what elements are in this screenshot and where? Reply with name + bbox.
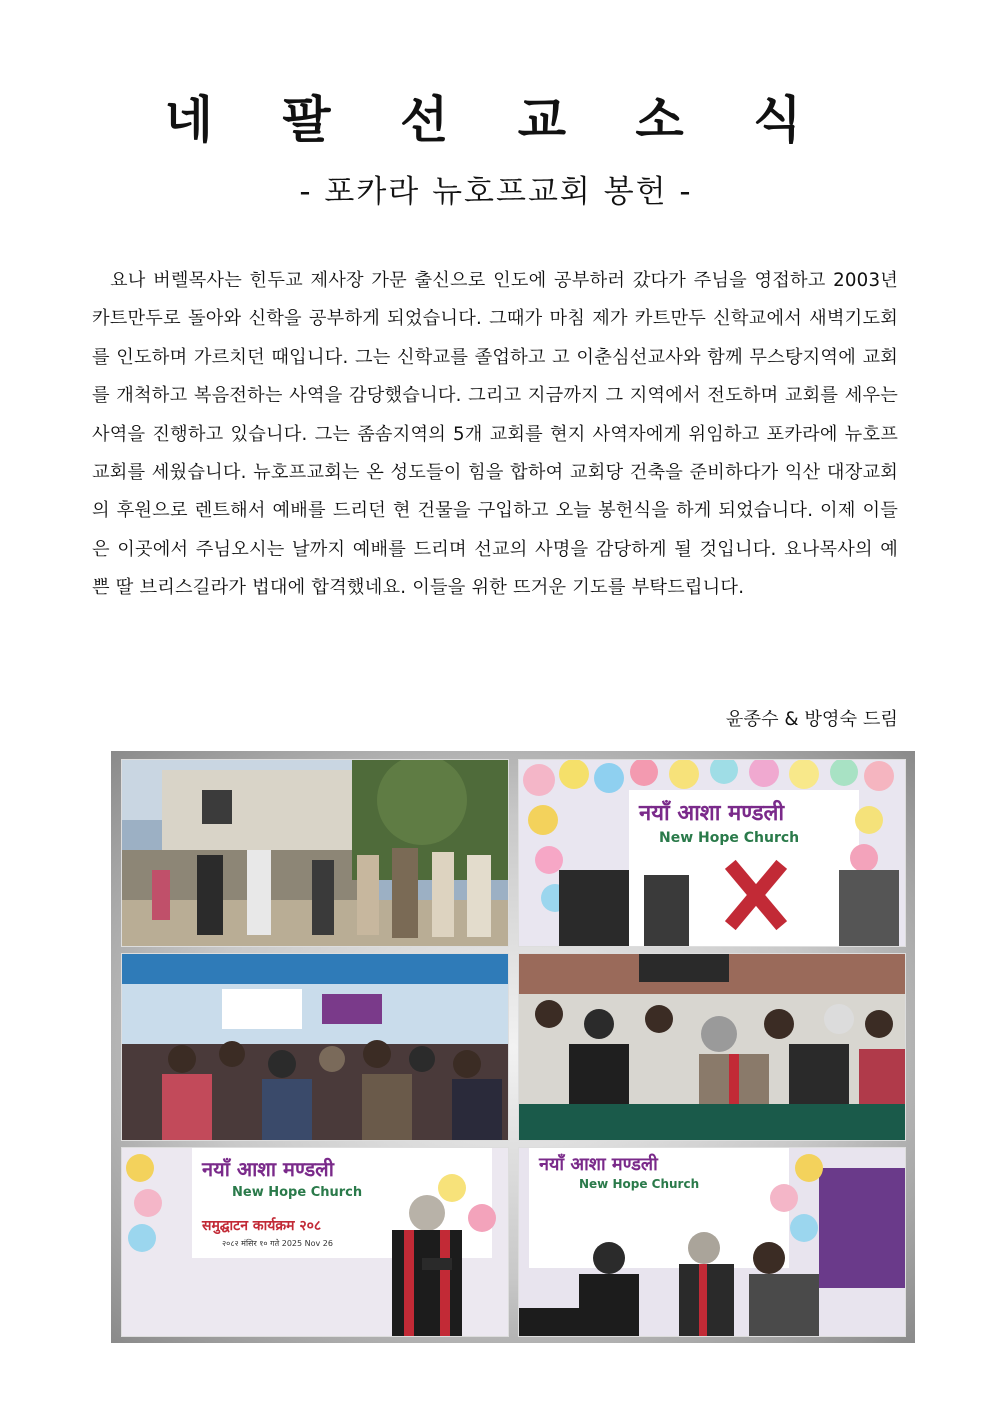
page-subtitle: - 포카라 뉴호프교회 봉헌 - (299, 174, 693, 210)
photo-congregation-inside (121, 953, 509, 1141)
photo-outdoor-procession (121, 759, 509, 947)
signature: 윤종수 & 방영숙 드림 (725, 709, 898, 730)
banner-program-text: समुद्घाटन कार्यक्रम २०८ (202, 1218, 322, 1234)
banner-english-text-2: New Hope Church (232, 1185, 363, 1200)
article-body: 요나 버렐목사는 힌두교 제사장 가문 출신으로 인도에 공부하러 갔다가 주님을 영접하고 2003년 카트만두로 돌아와 신학을 공부하게 되었습니다. 그때가 마침 제가 카트만두 신학교에서 새벽기도회를 인도하며 가르치던 때입니다. 그는 신학교를 졸업하고 고 이춘심선교사와 함께 무스탕지역에 교회를 개척하고 복음전하는 사역을 감당했습니다. 그리고 지금까지 그 지역에서 전도하며 교회를 세우는 사역을 진행하고 있습니다. 그는 좀솜지역의 5개 교회를 현지 사역자에게 위임하고 포카라에 뉴호프교회를 세웠습니다. 뉴호프교회는 온 성도들이 힘을 합하여 교회당 건축을 준비하다가 익산 대장교회의 후원으로 렌트해서 예배를 드리던 현 건물을 구입하고 오늘 봉헌식을 하게 되었습니다. 이제 이들은 이곳에서 주님오시는 날까지 예배를 드리며 선교의 사명을 감당하게 될 것입니다. 요나목사의 예쁜 딸 브리스길라가 법대에 합격했네요. 이들을 위한 뜨거운 기도를 부탁드립니다. (92, 270, 898, 599)
page-title: 네 팔 선 교 소 식 (164, 91, 828, 149)
banner-nepali-text-2: नयाँ आशा मण्डली (202, 1157, 334, 1181)
photo-prayer-laying-hands (518, 1147, 906, 1337)
photo-dedication-banner (518, 759, 906, 947)
banner-english-text-3: New Hope Church (579, 1177, 700, 1191)
banner-date-text: २०८२ मंसिर १० गते 2025 Nov 26 (222, 1239, 333, 1248)
photo-collage (111, 751, 915, 1343)
photo-speaker-reading (121, 1147, 509, 1337)
banner-nepali-text: नयाँ आशा मण्डली (639, 801, 785, 826)
banner-english-text: New Hope Church (659, 830, 800, 846)
photo-seated-audience (518, 953, 906, 1141)
banner-nepali-text-3: नयाँ आशा मण्डली (539, 1154, 658, 1175)
